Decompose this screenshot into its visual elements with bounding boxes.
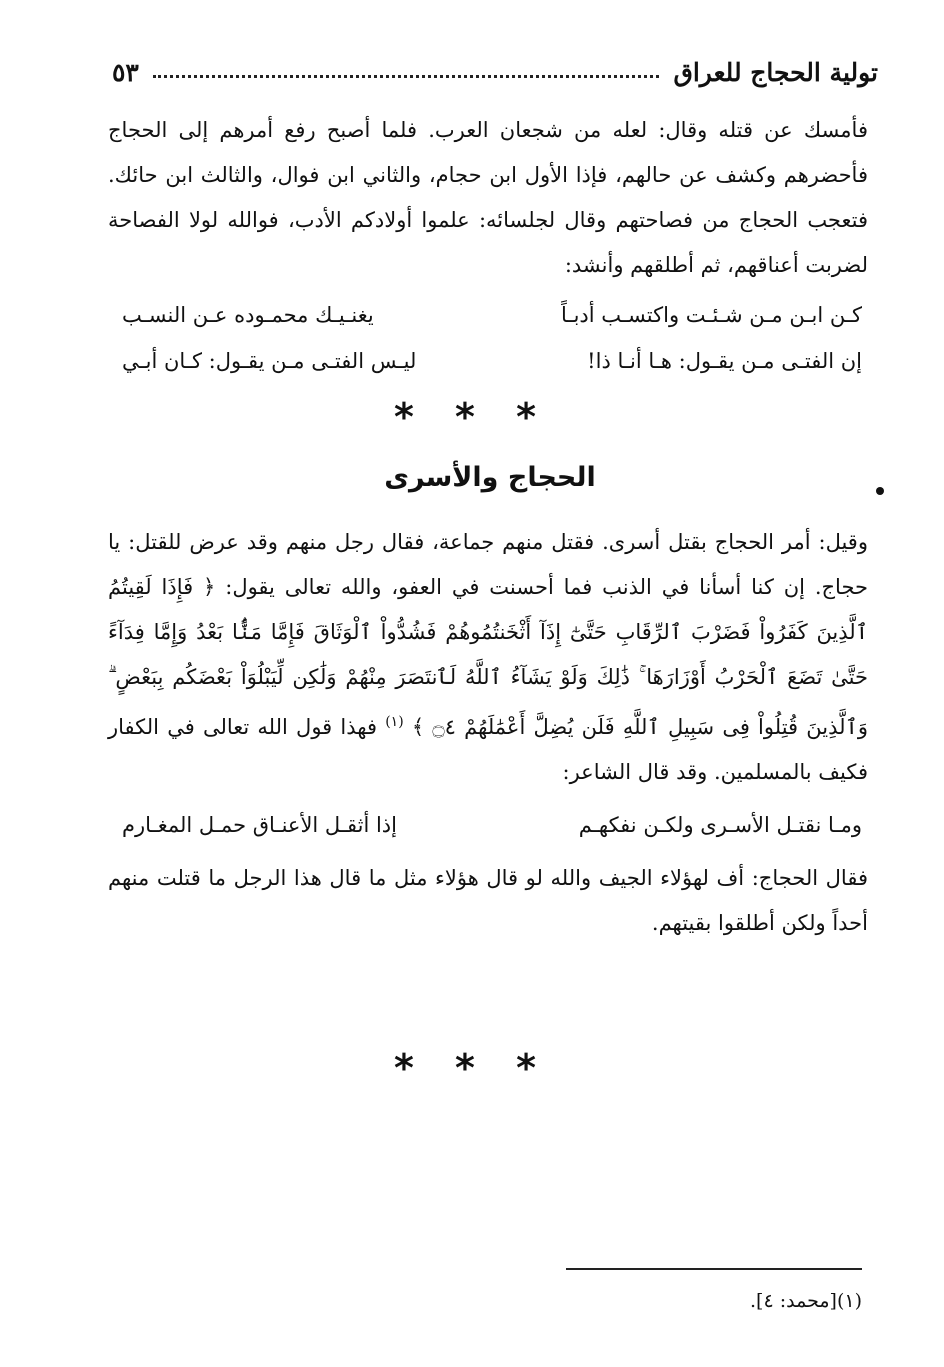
separator-stars: * * * — [393, 395, 551, 439]
footnote-reference: (١) — [385, 714, 404, 730]
paragraph-2-outro: فهذا قول الله تعالى في الكفار فكيف بالمسلمين. وقد قال الشاعر: — [108, 715, 868, 784]
section-title: الحجاج والأسرى — [384, 462, 596, 493]
paragraph-3: فقال الحجاج: أف لهؤلاء الجيف والله لو قال هؤلاء مثل ما قال هذا الرجل ما قتلت منهم أحداً ولكن أطلقوا بقيتهم. — [108, 866, 868, 935]
separator-stars: * * * — [393, 1046, 551, 1090]
dotted-leader — [153, 75, 660, 78]
page-number: ٥٣ — [112, 57, 139, 87]
page-header — [112, 50, 878, 94]
poem-1-line-1 — [122, 292, 862, 338]
margin-mark — [876, 487, 884, 495]
paragraph-2 — [108, 520, 868, 795]
poem-1-line-2 — [122, 338, 862, 384]
footnote-divider — [566, 1268, 862, 1270]
hemistich: إن الفتـى مـن يقـول: هـا أنـا ذا! — [587, 349, 862, 373]
hemistich: إذا أثقـل الأعنـاق حمـل المغـارم — [122, 813, 397, 837]
hemistich: يغنـيـك محمـوده عـن النسـب — [122, 303, 374, 327]
paragraph-2-intro: وقيل: أمر الحجاج بقتل أسرى. فقتل منهم جماعة، فقال رجل منهم وقد عرض للقتل: يا حجاج. إن كنا أسأنا في الذنب فما أحسنت في العفو، والله تعالى يقول: — [108, 530, 868, 599]
hemistich: كـن ابـن مـن شـئـت واكتسـب أدبـاً — [561, 303, 862, 327]
hemistich: ومـا نقتـل الأسـرى ولكـن نفكهـم — [578, 813, 862, 837]
hemistich: ليـس الفتـى مـن يقـول: كـان أبـي — [122, 349, 417, 373]
poem-2-line-1 — [122, 802, 862, 848]
running-title: تولية الحجاج للعراق — [673, 57, 878, 87]
paragraph-1: فأمسك عن قتله وقال: لعله من شجعان العرب. فلما أصبح رفع أمرهم إلى الحجاج فأحضرهم وكشف عن حالهم، فإذا الأول ابن حجام، والثاني ابن فوال، والثالث ابن حائك. فتعجب الحجاج من فصاحتهم وقال لجلسائه: علموا أولادكم الأدب، فوالله لولا الفصاحة لضربت أعناقهم، ثم أطلقهم وأنشد: — [108, 118, 868, 277]
quran-verse: ﴿ فَإِذَا لَقِيتُمُ ٱلَّذِينَ كَفَرُواْ فَضَرْبَ ٱلرِّقَابِ حَتَّىٰٓ إِذَآ أَثْخَنتُمُوهُمْ فَشُدُّواْ ٱلْوَثَاقَ فَإِمَّا مَنًّۢا بَعْدُ وَإِمَّا فِدَآءً حَتَّىٰ تَضَعَ ٱلْحَرْبُ أَوْزَارَهَا ۚ ذَٰلِكَ وَلَوْ يَشَآءُ ٱللَّهُ لَٱنتَصَرَ مِنْهُمْ وَلَٰكِن لِّيَبْلُوَاْ بَعْضَكُم بِبَعْضٍ ۗ وَٱلَّذِينَ قُتِلُواْ فِى سَبِيلِ ٱللَّهِ فَلَن يُضِلَّ أَعْمَٰلَهُمْ ۝٤ ﴾ — [108, 575, 868, 739]
footnote: (١)[محمد: ٤]. — [750, 1290, 862, 1312]
